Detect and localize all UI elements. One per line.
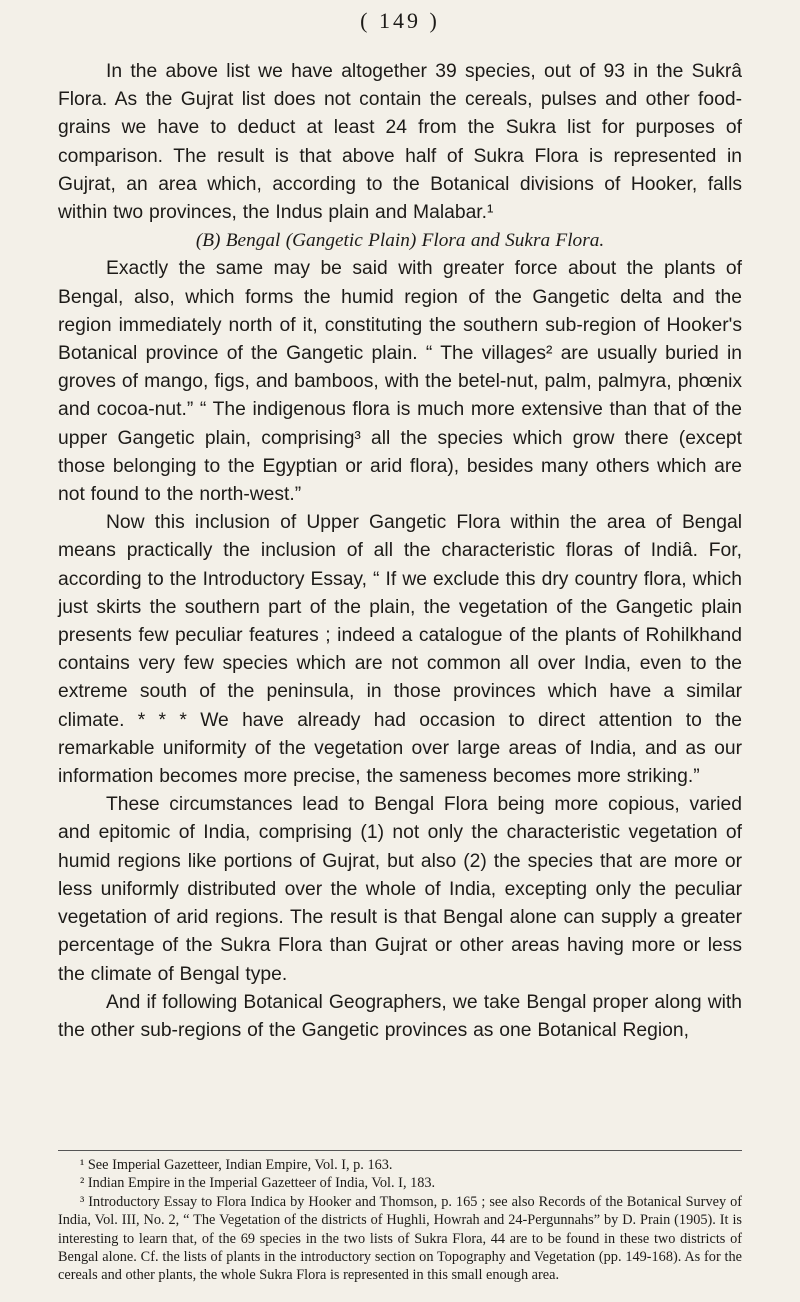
footnote-divider xyxy=(58,1150,742,1151)
page-number: ( 149 ) xyxy=(360,8,440,33)
footnote-3: ³ Introductory Essay to Flora Indica by Hooker and Thomson, p. 165 ; see also Records of the Botanical Survey of India, Vol. III, No. 2, “ The Vegetation of the districts of Hughli, Howrah and 24-Pergunnahs” by D. Prain (1905). It is interesting to learn that, of the 69 species in the two lists of Sukra Flora, 44 are to be found in these two districts of Bengal alone. Cf. the lists of plants in the introductory section on Topography and Vegetation (pp. 149-168). As for the cereals and other plants, the whole Sukra Flora is represented in this small enough area. xyxy=(58,1193,742,1284)
footnote-2: ² Indian Empire in the Imperial Gazetteer of India, Vol. I, 183. xyxy=(80,1175,436,1192)
paragraph-1: In the above list we have altogether 39 species, out of 93 in the Sukrâ Flora. As the Gujrat list does not contain the cereals, pulses and other food-grains we have to deduct at least 24 from the Sukra list for purposes of comparison. The result is that above half of Sukra Flora is represented in Gujrat, an area which, according to the Botanical divisions of Hooker, falls within two provinces, the Indus plain and Malabar.¹ xyxy=(58,61,742,224)
paragraph-4: These circumstances lead to Bengal Flora being more copious, varied and epitomic of India, comprising (1) not only the characteristic vegetation of humid regions like portions of Gujrat, but also (2) the species that are more or less uniformly distributed over the whole of India, excepting only the peculiar vegetation of arid regions. The result is that Bengal alone can supply a greater percentage of the Sukra Flora than Gujrat or other areas having more or less the climate of Bengal type. xyxy=(58,794,742,985)
paragraph-5: And if following Botanical Geographers, we take Bengal proper along with the other sub-regions of the Gangetic provinces as one Botanical Region, xyxy=(58,991,742,1041)
footnote-1: ¹ See Imperial Gazetteer, Indian Empire, Vol. I, p. 163. xyxy=(80,1157,393,1173)
paragraph-3: Now this inclusion of Upper Gangetic Flora within the area of Bengal means practically the inclusion of all the characteristic floras of Indiâ. For, according to the Introductory Essay, “ If we exclude this dry country flora, which just skirts the southern part of the plain, the vegetation of the Gangetic plain presents few peculiar features ; indeed a catalogue of the plants of Rohilkhand contains very few species which are not common all over India, even to the extreme south of the peninsula, in those provinces which have a similar climate. * * * We have already had occasion to direct attention to the remarkable uniformity of the vegetation over large areas of India, and as our information becomes more precise, the sameness becomes more striking.” xyxy=(58,512,742,788)
section-heading: (B) Bengal (Gangetic Plain) Flora and Sukra Flora. xyxy=(195,230,605,252)
footnotes xyxy=(58,1156,742,1285)
body-text xyxy=(58,58,742,1045)
paragraph-2: Exactly the same may be said with greater force about the plants of Bengal, also, which forms the humid region of the Gangetic delta and the region immediately north of it, constituting the southern sub-region of Hooker's Botanical province of the Gangetic plain. “ The villages² are usually buried in groves of mango, figs, and bamboos, with the betel-nut, palm, palmyra, phœnix and cocoa-nut.” “ The indigenous flora is much more extensive than that of the upper Gangetic plain, comprising³ all the species which grow there (except those belonging to the Egyptian or arid flora), besides many others which are not found to the north-west.” xyxy=(58,258,742,506)
